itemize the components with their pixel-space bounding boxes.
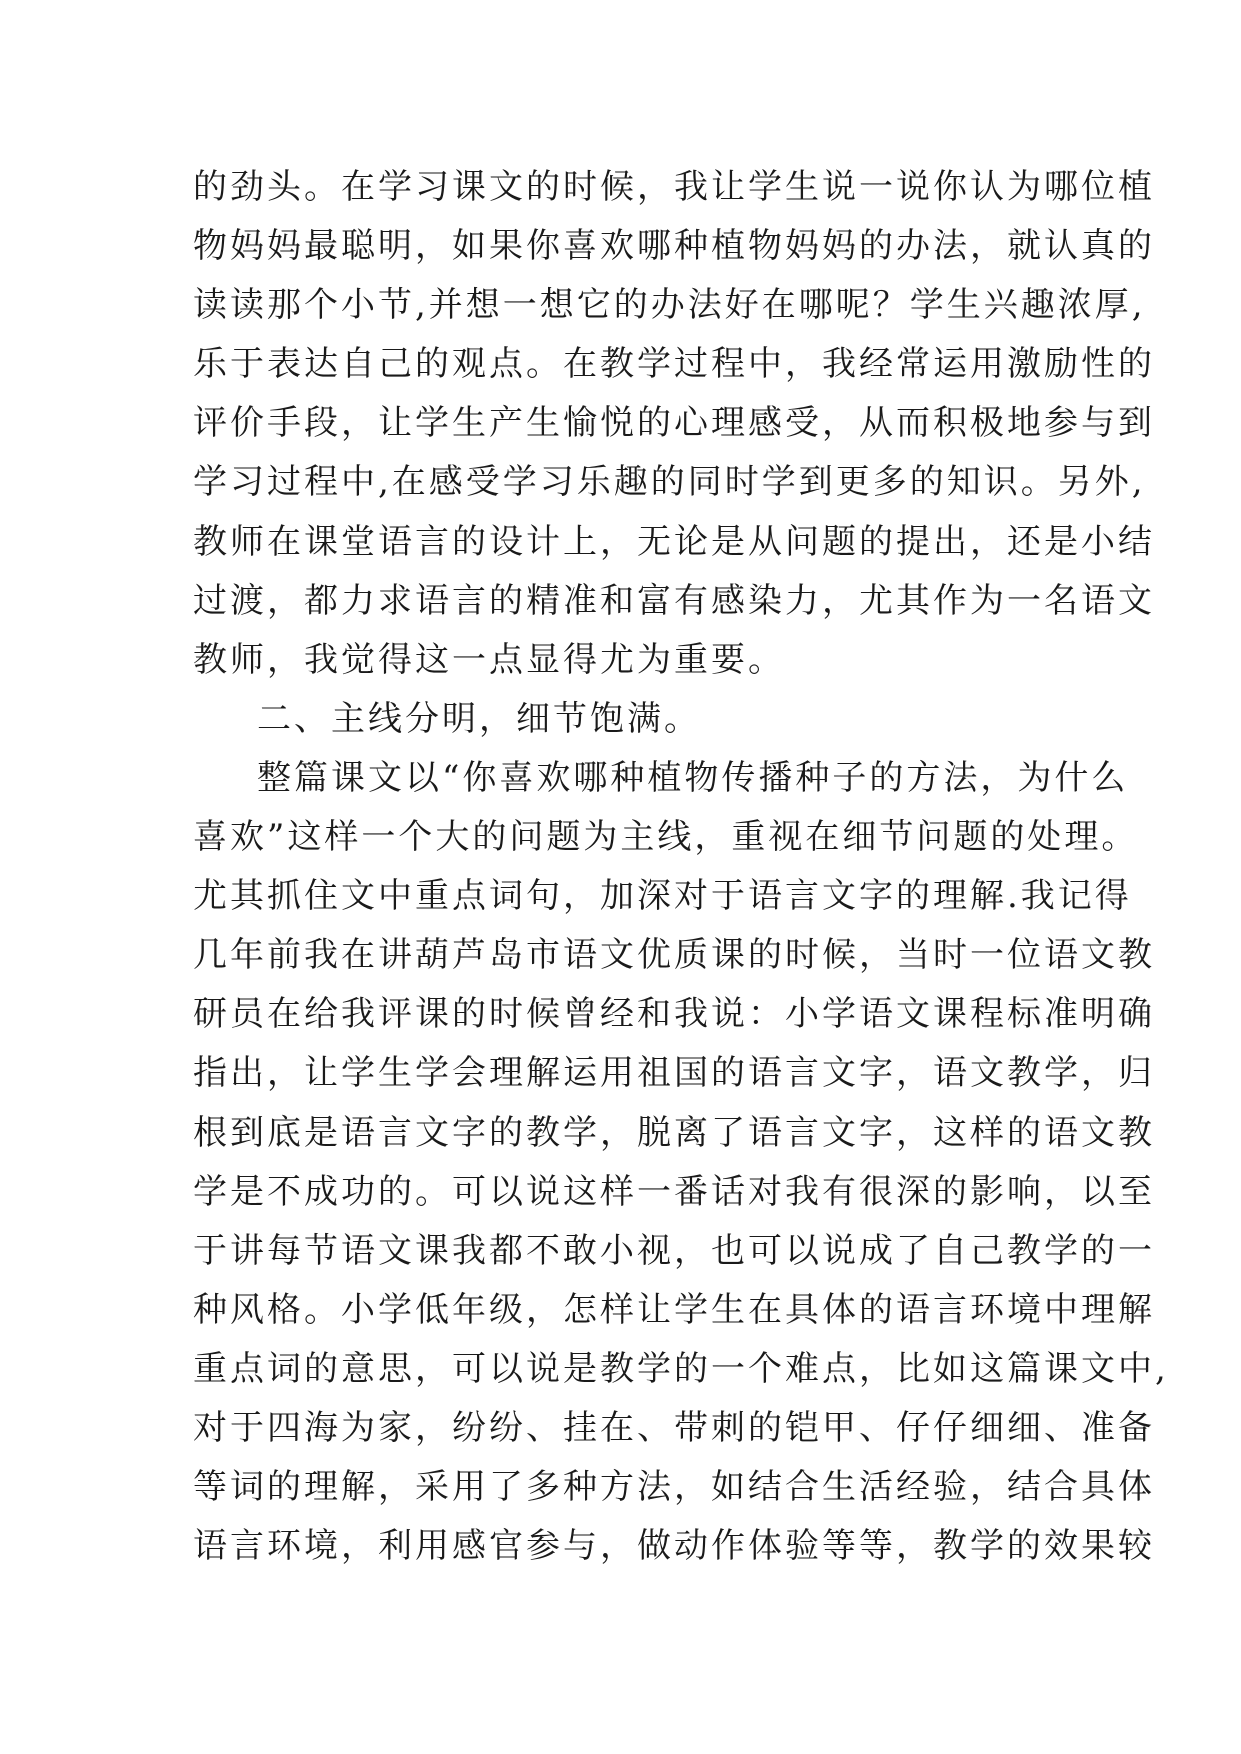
text-line: 尤其抓住文中重点词句，加深对于语言文字的理解.我记得 [193, 876, 1132, 917]
body-text [193, 158, 1169, 1576]
text-line: 教师在课堂语言的设计上，无论是从问题的提出，还是小结 [193, 521, 1155, 562]
section-heading: 二、主线分明，细节饱满。 [257, 698, 701, 739]
text-line: 对于四海为家，纷纷、挂在、带刺的铠甲、仔仔细细、准备 [193, 1407, 1155, 1448]
text-line: 种风格。小学低年级，怎样让学生在具体的语言环境中理解 [193, 1289, 1155, 1330]
paragraph-start-line: 整篇课文以“你喜欢哪种植物传播种子的方法，为什么 [257, 757, 1129, 798]
text-line: 于讲每节语文课我都不敢小视，也可以说成了自己教学的一 [193, 1230, 1155, 1271]
text-line: 评价手段，让学生产生愉悦的心理感受，从而积极地参与到 [193, 403, 1155, 444]
text-line: 等词的理解，采用了多种方法，如结合生活经验，结合具体 [193, 1467, 1155, 1508]
text-line: 语言环境，利用感官参与，做动作体验等等，教学的效果较 [193, 1526, 1155, 1567]
text-line: 学习过程中,在感受学习乐趣的同时学到更多的知识。另外, [193, 462, 1146, 503]
text-line: 的劲头。在学习课文的时候，我让学生说一说你认为哪位植 [193, 167, 1155, 207]
text-line: 研员在给我评课的时候曾经和我说：小学语文课程标准明确 [193, 994, 1155, 1035]
text-line: 读读那个小节,并想一想它的办法好在哪呢？学生兴趣浓厚, [193, 285, 1146, 326]
text-line: 物妈妈最聪明，如果你喜欢哪种植物妈妈的办法，就认真的 [193, 226, 1155, 267]
text-line: 教师，我觉得这一点显得尤为重要。 [193, 639, 785, 680]
text-line: 重点词的意思，可以说是教学的一个难点，比如这篇课文中, [193, 1348, 1169, 1389]
text-line: 过渡，都力求语言的精准和富有感染力，尤其作为一名语文 [193, 580, 1155, 621]
text-line: 几年前我在讲葫芦岛市语文优质课的时候，当时一位语文教 [193, 935, 1155, 976]
text-line: 乐于表达自己的观点。在教学过程中，我经常运用激励性的 [193, 344, 1155, 385]
text-line: 根到底是语言文字的教学，脱离了语言文字，这样的语文教 [193, 1112, 1155, 1153]
text-line: 喜欢”这样一个大的问题为主线，重视在细节问题的处理。 [193, 817, 1139, 858]
text-line: 学是不成功的。可以说这样一番话对我有很深的影响，以至 [193, 1171, 1155, 1212]
text-line: 指出，让学生学会理解运用祖国的语言文字，语文教学，归 [193, 1053, 1155, 1094]
